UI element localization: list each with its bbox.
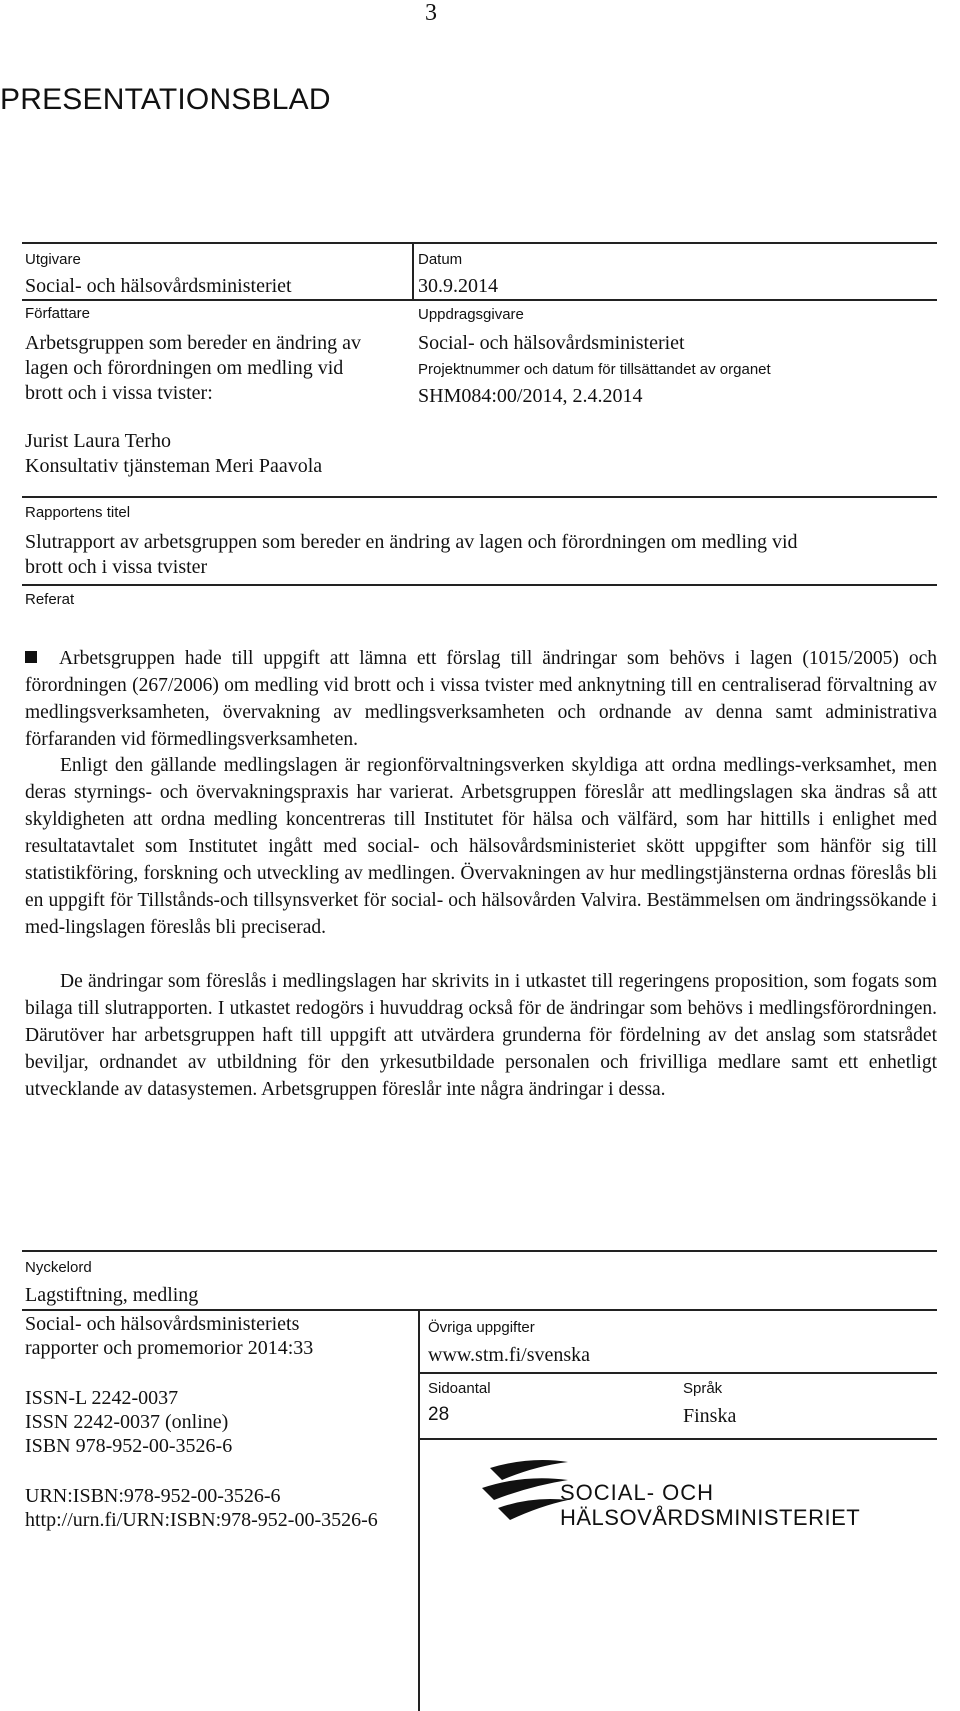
summary-label: Referat: [25, 591, 75, 608]
language-label: Språk: [683, 1380, 723, 1397]
keywords-label: Nyckelord: [25, 1259, 92, 1276]
series-line-1: Social- och hälsovårdsministeriets: [25, 1313, 300, 1335]
pages-value: 28: [428, 1404, 450, 1425]
ministry-emblem-icon: [480, 1450, 570, 1530]
author-rule: [22, 299, 937, 301]
pages-rule: [418, 1372, 937, 1374]
date-label: Datum: [418, 251, 463, 268]
logo-line-2: HÄLSOVÅRDSMINISTERIET: [560, 1505, 861, 1530]
urn-isbn: URN:ISBN:978-952-00-3526-6: [25, 1485, 281, 1507]
series-line-2: rapporter och promemorior 2014:33: [25, 1337, 314, 1359]
keywords-rule: [22, 1250, 937, 1252]
publisher-value: Social- och hälsovårdsministeriet: [25, 275, 292, 297]
author-line-1: Arbetsgruppen som bereder en ändring av: [25, 332, 361, 354]
commissioner-label: Uppdragsgivare: [418, 306, 524, 323]
author-line-3: brott och i vissa tvister:: [25, 382, 213, 404]
summary-rule: [22, 584, 937, 586]
page-number: 3: [425, 0, 437, 26]
report-title-line-1: Slutrapport av arbetsgruppen som bereder en ändring av lagen och förordningen om medling vid: [25, 531, 798, 553]
summary-paragraph-2: Enligt den gällande medlingslagen är regionförvaltningsverken skyldiga att ordna medlings-verksamhet, men deras styrnings- och övervakningspraxis har varierat. Arbetsgruppen föreslår att medlingslagen ska ändras så att skyldigheten att ordna medling koncentreras till Institutet för hälsa och välfärd, som har hittills i enlighet med resultatavtalet som Institutet ingått med social- och hälsovårdsministeriet skött uppgifter som hänför sig till statistikföring, forskning och utveckling av medlingen. Övervakningen av hur medlingstjänsterna ordnas föreslås bli en uppgift för Tillstånds-och tillsynsverket för social- och hälsovården Valvira. Bestämmelsen om ändringssökande i med-lingslagen föreslås bli preciserad.: [25, 755, 937, 938]
pages-label: Sidoantal: [428, 1380, 491, 1397]
author-label: Författare: [25, 305, 91, 322]
bullet-square-icon: [25, 651, 37, 663]
logo-rule: [418, 1438, 937, 1440]
report-title-label: Rapportens titel: [25, 504, 131, 521]
title-rule: [22, 496, 937, 498]
top-column-divider: [412, 242, 414, 300]
project-value: SHM084:00/2014, 2.4.2014: [418, 385, 643, 407]
issn-l: ISSN-L 2242-0037: [25, 1387, 179, 1409]
urn-link[interactable]: http://urn.fi/URN:ISBN:978-952-00-3526-6: [25, 1509, 378, 1531]
ministry-logo: [480, 1450, 861, 1530]
summary-paragraph-1: Arbetsgruppen hade till uppgift att lämna ett förslag till ändringar som behövs i lagen (1015/2005) och förordningen (267/2006) om medling vid brott och i vissa tvister med anknytning till en centraliserad förvaltning av medlingsverksamheten, övervakning av medlingsverksamheten och ordnande av denna samt administrativa förfaranden vid förmedlingsverksamheten.: [25, 648, 937, 750]
other-info-label: Övriga uppgifter: [428, 1319, 535, 1336]
author-person-2: Konsultativ tjänsteman Meri Paavola: [25, 455, 323, 477]
report-title-line-2: brott och i vissa tvister: [25, 556, 208, 578]
logo-line-1: SOCIAL- OCH: [560, 1480, 715, 1505]
top-rule: [22, 242, 937, 244]
author-line-2: lagen och förordningen om medling vid: [25, 357, 344, 379]
keywords-value: Lagstiftning, medling: [25, 1284, 199, 1306]
issn-online: ISSN 2242-0037 (online): [25, 1411, 229, 1433]
isbn: ISBN 978-952-00-3526-6: [25, 1435, 233, 1457]
language-value: Finska: [683, 1405, 737, 1427]
commissioner-value: Social- och hälsovårdsministeriet: [418, 332, 685, 354]
date-value: 30.9.2014: [418, 275, 498, 297]
summary-paragraph-3: De ändringar som föreslås i medlingslagen har skrivits in i utkastet till regeringens proposition, som fogats som bilaga till slutrapporten. I utkastet redogörs i huvuddrag också för de ändringar som behövs i medlingsförordningen. Därutöver har arbetsgruppen haft till uppgift att utvärdera grunderna för fördelning av det anslag som statsrådet beviljar, ordnandet av utbildning för den yrkesutbildade personalen och frivilliga medlare samt ett enhetligt utvecklande av datasystemen. Arbetsgruppen föreslår inte några ändringar i dessa.: [25, 971, 937, 1100]
publisher-label: Utgivare: [25, 251, 81, 268]
author-person-1: Jurist Laura Terho: [25, 430, 171, 452]
bottom-column-divider: [418, 1309, 420, 1711]
project-label: Projektnummer och datum för tillsättandet av organet: [418, 361, 771, 378]
page-title: PRESENTATIONSBLAD: [0, 83, 331, 116]
other-info-link[interactable]: www.stm.fi/svenska: [428, 1344, 591, 1366]
